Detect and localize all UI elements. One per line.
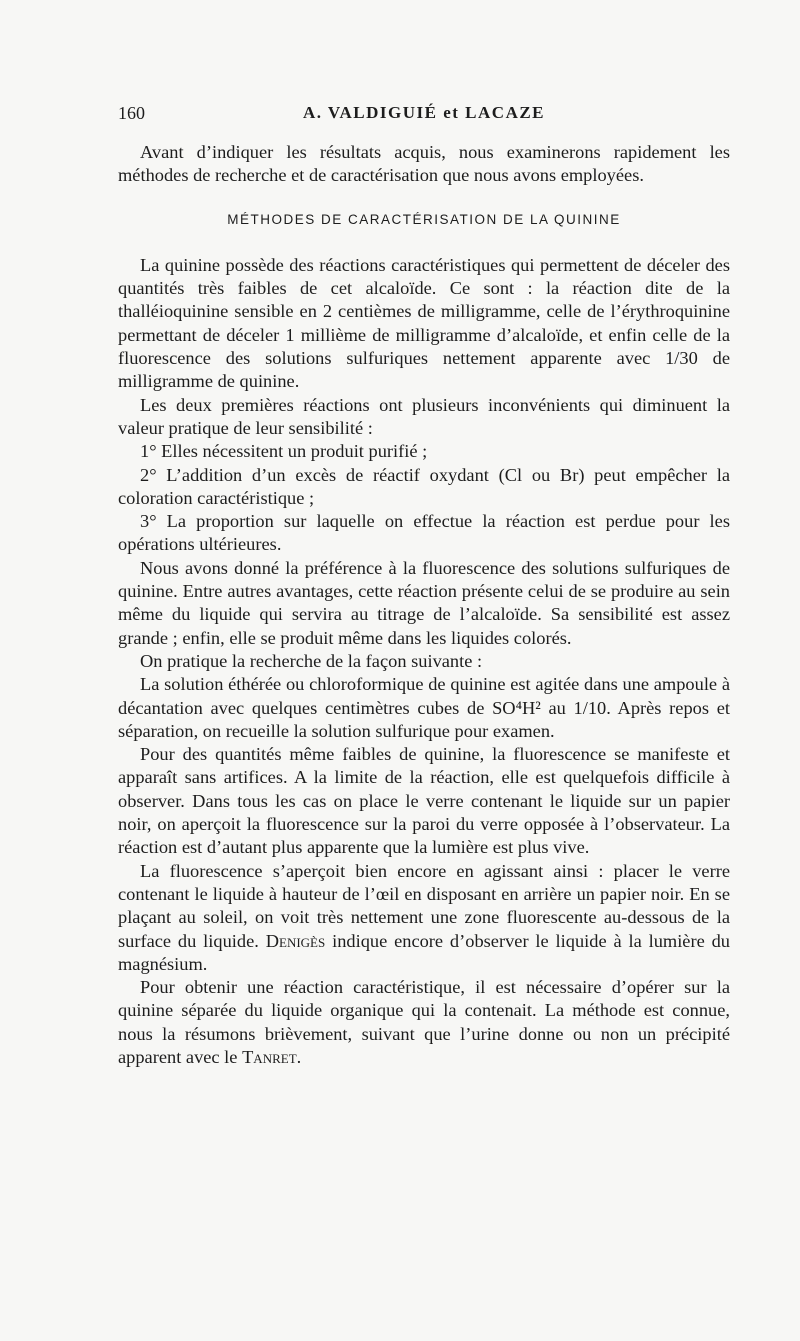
page-number: 160 bbox=[118, 103, 145, 123]
paragraph-preference: Nous avons donné la préférence à la fluorescence des solutions sulfuriques de quinine. Entre autres avantages, cette réaction présente celui de se produire au sein même du liquide qui servira au titrage de l’alcaloïde. Sa sensibilité est assez grande ; enfin, elle se produit même dans les liquides colorés. bbox=[118, 557, 730, 648]
section-heading: MÉTHODES DE CARACTÉRISATION DE LA QUININE bbox=[227, 211, 621, 227]
list-item-1: 1° Elles nécessitent un produit purifié ; bbox=[140, 441, 428, 462]
paragraph-observation bbox=[118, 860, 730, 976]
paragraph-reactions: La quinine possède des réactions caractéristiques qui permettent de déceler des quantités très faibles de cet alcaloïde. Ce sont : la réaction dite de la thalléioquinine sensible en 2 centièmes de milligramme, celle de l’érythroquinine permettant de déceler 1 millième de milligramme d’alcaloïde, et enfin celle de la fluorescence des solutions sulfuriques nettement apparente avec 1/30 de milligramme de quinine. bbox=[118, 254, 730, 392]
body-text bbox=[118, 141, 730, 1069]
paragraph-solution: La solution éthérée ou chloroformique de quinine est agitée dans une ampoule à décantation avec quelques centimètres cubes de SO⁴H² au 1/10. Après repos et séparation, on recueille la solution sulfurique pour examen. bbox=[118, 674, 730, 741]
paragraph-method-intro: On pratique la recherche de la façon suivante : bbox=[140, 650, 483, 671]
list-item-2: 2° L’addition d’un excès de réactif oxydant (Cl ou Br) peut empêcher la coloration caractéristique ; bbox=[118, 464, 730, 508]
author-name-deniges: Denigès bbox=[265, 930, 326, 951]
intro-paragraph: Avant d’indiquer les résultats acquis, nous examinerons rapidement les méthodes de recherche et de caractérisation que nous avons employées. bbox=[118, 142, 730, 186]
page-header bbox=[118, 103, 730, 127]
paragraph-obtaining bbox=[118, 976, 730, 1069]
list-item-3: 3° La proportion sur laquelle on effectue la réaction est perdue pour les opérations ultérieures. bbox=[118, 511, 730, 555]
running-title: A. VALDIGUIÉ et LACAZE bbox=[302, 103, 546, 122]
text-segment: La fluorescence s’aperçoit bien encore en agissant ainsi : placer le verre contenant le liquide à hauteur de l’œil en disposant en arrière un papier noir. En se plaçant au soleil, on voit très nettement une zone fluorescente au-dessous de la surface du liquide. bbox=[118, 860, 730, 951]
text-segment: indique encore d’observer le liquide à la lumière du magnésium. bbox=[118, 930, 730, 974]
author-name-tanret: Tanret bbox=[242, 1046, 297, 1067]
paragraph-fluorescence: Pour des quantités même faibles de quinine, la fluorescence se manifeste et apparaît sans artifices. A la limite de la réaction, elle est quelquefois difficile à observer. Dans tous les cas on place le verre contenant le liquide sur un papier noir, on aperçoit la fluorescence sur la paroi du verre opposée à l’observateur. La réaction est d’autant plus apparente que la lumière est plus vive. bbox=[118, 744, 730, 858]
text-segment: . bbox=[296, 1046, 302, 1067]
text-segment: Pour obtenir une réaction caractéristique, il est nécessaire d’opérer sur la quinine séparée du liquide organique qui la contenait. La méthode est connue, nous la résumons brièvement, suivant que l’urine donne ou non un précipité apparent avec le bbox=[118, 977, 730, 1067]
paragraph-inconvenients: Les deux premières réactions ont plusieurs inconvénients qui diminuent la valeur pratique de leur sensibilité : bbox=[118, 394, 730, 438]
